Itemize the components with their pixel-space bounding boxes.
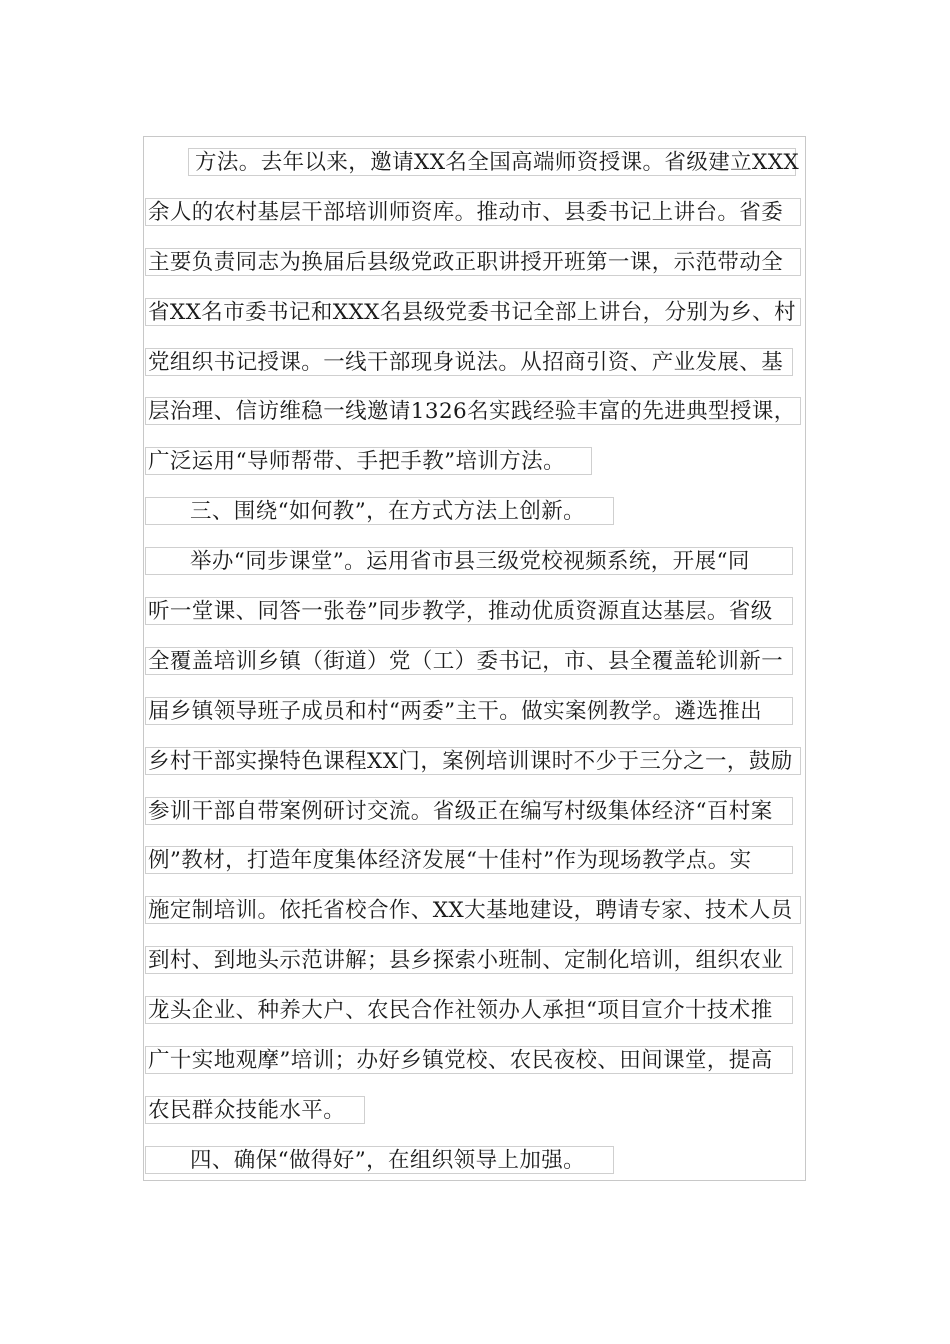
text-line: 到村、到地头示范讲解；县乡探索小班制、定制化培训，组织农业	[145, 946, 793, 974]
text-line: 农民群众技能水平。	[145, 1096, 365, 1124]
text-line: 参训干部自带案例研讨交流。省级正在编写村级集体经济“百村案	[145, 797, 793, 825]
text-line: 余人的农村基层干部培训师资库。推动市、县委书记上讲台。省委	[145, 198, 801, 226]
text-line: 届乡镇领导班子成员和村“两委”主干。做实案例教学。遴选推出	[145, 697, 793, 725]
text-line: 广十实地观摩”培训；办好乡镇党校、农民夜校、田间课堂，提高	[145, 1046, 793, 1074]
text-line: 施定制培训。依托省校合作、XX大基地建设，聘请专家、技术人员	[145, 896, 801, 924]
text-line: 层治理、信访维稳一线邀请1326名实践经验丰富的先进典型授课，	[145, 397, 801, 425]
text-line: 广泛运用“导师帮带、手把手教”培训方法。	[145, 447, 592, 475]
text-line: 全覆盖培训乡镇（街道）党（工）委书记，市、县全覆盖轮训新一	[145, 647, 793, 675]
section-heading: 四、确保“做得好”，在组织领导上加强。	[145, 1146, 614, 1174]
text-line: 龙头企业、种养大户、农民合作社领办人承担“项目宣介十技术推	[145, 996, 793, 1024]
text-line: 例”教材，打造年度集体经济发展“十佳村”作为现场教学点。实	[145, 846, 793, 874]
section-heading: 三、围绕“如何教”，在方式方法上创新。	[145, 497, 614, 525]
text-line: 举办“同步课堂”。运用省市县三级党校视频系统，开展“同	[145, 547, 793, 575]
text-line: 听一堂课、同答一张卷”同步教学，推动优质资源直达基层。省级	[145, 597, 793, 625]
text-line: 乡村干部实操特色课程XX门，案例培训课时不少于三分之一，鼓励	[145, 747, 801, 775]
text-line: 党组织书记授课。一线干部现身说法。从招商引资、产业发展、基	[145, 348, 793, 376]
text-line: 主要负责同志为换届后县级党政正职讲授开班第一课，示范带动全	[145, 248, 801, 276]
text-line: 方法。去年以来，邀请XX名全国高端师资授课。省级建立XXX	[188, 148, 796, 176]
text-line: 省XX名市委书记和XXX名县级党委书记全部上讲台，分别为乡、村	[145, 298, 801, 326]
